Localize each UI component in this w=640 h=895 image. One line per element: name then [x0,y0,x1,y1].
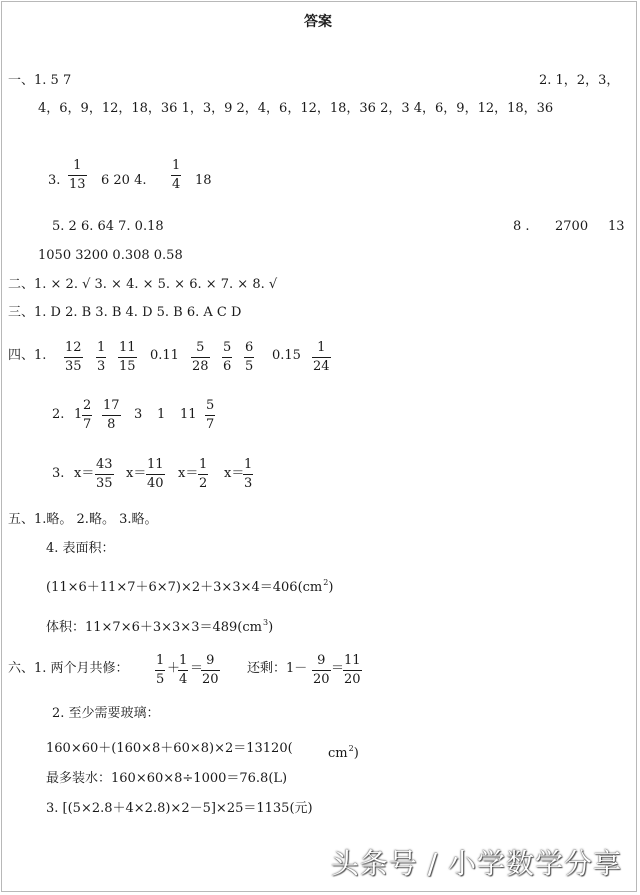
s6-remain-label: 还剩：1－ [247,661,308,676]
fraction-bar [205,415,215,416]
s4-x1-fraction [95,457,114,491]
denominator: 5 [245,359,254,374]
s4-x1-label: x＝ [74,466,95,481]
numerator: 43 [96,457,113,472]
s4-fraction-6-5 [244,340,254,374]
s4-mixed-fraction-2-7 [82,398,92,432]
s4-value-0-15: 0.15 [272,348,301,363]
s4-fraction-5-7 [205,398,215,432]
denominator: 3 [244,476,253,491]
s1-q5-7: 5. 2 6. 64 7. 0.18 [52,219,164,234]
s6-equals-2: ＝ [331,661,345,676]
s4-x2-fraction [146,457,165,491]
fraction-bar [68,175,87,176]
s4-fraction-11-15 [118,340,137,374]
fraction-bar [178,670,188,671]
s4-label-1: 四、1. [8,348,47,363]
numerator: 9 [206,653,215,668]
s4-value-0-11: 0.11 [150,348,179,363]
watermark: 头条号 / 小学数学分享 [330,847,622,880]
formula-close: ) [353,746,359,761]
s4-fraction-17-8 [102,398,121,432]
s3-line: 三、1. D 2. B 3. B 4. D 5. B 6. A C D [8,305,242,320]
numerator: 1 [172,158,181,173]
s4-x2-label: x＝ [126,466,147,481]
numerator: 11 [344,653,361,668]
s6-formula-3: 160×60＋(160×8＋60×8)×2＝13120( [46,741,293,756]
fraction-bar [171,175,181,176]
fraction-bar [146,474,165,475]
denominator: 20 [344,672,361,687]
denominator: 5 [156,672,165,687]
unit: cm [328,746,348,761]
s6-formula-3-unit [328,741,359,762]
s1-line2: 4，6，9，12，18，36 1，3，9 2，4，6，12，18，36 2，3 4，6，9，12，18，36 [38,101,554,116]
denominator: 35 [65,359,82,374]
page-border [1,1,637,892]
fraction-bar [96,357,106,358]
s1-q8-line2: 1050 3200 0.308 0.58 [38,248,183,263]
s1-q3-end: 18 [195,173,212,188]
denominator: 24 [313,359,330,374]
fraction-bar [82,415,92,416]
exponent: 3 [262,618,269,627]
formula-close: ) [268,620,274,635]
exponent: 2 [348,744,354,753]
denominator: 20 [313,672,330,687]
fraction-bar [64,357,83,358]
s4-fraction-5-6 [222,340,232,374]
fraction-bar [343,670,362,671]
numerator: 11 [119,340,136,355]
numerator: 1 [73,158,82,173]
fraction-bar [118,357,137,358]
numerator: 5 [196,340,205,355]
s4-x3-fraction [198,457,208,491]
denominator: 4 [179,672,188,687]
s6-label-1: 六、1. 两个月共修： [8,661,129,676]
numerator: 11 [147,457,164,472]
numerator: 1 [199,457,208,472]
denominator: 8 [107,417,116,432]
s6-fraction-1-4 [178,653,188,687]
s1-line1-left: 一、1. 5 7 [8,73,72,88]
denominator: 20 [202,672,219,687]
s2-line: 二、1. × 2. √ 3. × 4. × 5. × 6. × 7. × 8. √ [8,277,278,292]
s1-line1-right: 2. 1，2，3， [539,73,620,88]
numerator: 1 [156,653,165,668]
denominator: 35 [96,476,113,491]
fraction-bar [243,474,253,475]
s6-formula-5: 3. [(5×2.8＋4×2.8)×2－5]×25＝1135(元) [46,801,313,816]
s4-fraction-1-24 [312,340,331,374]
page-title: 答案 [304,14,332,30]
denominator: 3 [97,359,106,374]
numerator: 5 [223,340,232,355]
numerator: 6 [245,340,254,355]
numerator: 1 [97,340,106,355]
numerator: 1 [244,457,253,472]
s4-value-1: 1 [157,407,166,422]
denominator: 7 [206,417,215,432]
s1-q3-fraction-2 [171,158,181,192]
denominator: 15 [119,359,136,374]
numerator: 9 [317,653,326,668]
fraction-bar [102,415,121,416]
formula-close: ) [328,580,334,595]
fraction-bar [312,670,331,671]
s4-value-3: 3 [134,407,143,422]
numerator: 5 [206,398,215,413]
numerator: 12 [65,340,82,355]
denominator: 7 [83,417,92,432]
numerator: 1 [317,340,326,355]
s4-label-3: 3. [52,466,65,481]
numerator: 2 [83,398,92,413]
s1-q8-label: 8 . [513,219,530,234]
s4-mixed-whole: 1 [74,407,83,422]
s4-fraction-1-3 [96,340,106,374]
denominator: 40 [147,476,164,491]
fraction-bar [155,670,165,671]
fraction-bar [244,357,254,358]
s6-fraction-1-5 [155,653,165,687]
numerator: 1 [179,653,188,668]
s1-q3-fraction-1 [68,158,87,192]
s4-value-11: 11 [180,407,197,422]
denominator: 4 [172,177,181,192]
s4-label-2: 2. [52,407,65,422]
formula-text: 体积：11×7×6＋3×3×3＝489(cm [46,620,262,635]
s4-x4-label: x＝ [224,466,245,481]
denominator: 6 [223,359,232,374]
s6-fraction-9-20-b [312,653,331,687]
s1-q3-label: 3. [48,173,61,188]
s6-plus: ＋ [167,661,181,676]
s1-q8-a: 2700 [555,219,589,234]
s5-line2: 4. 表面积： [46,541,115,556]
s6-label-2: 2. 至少需要玻璃： [52,706,160,721]
s5-line1: 五、1.略。 2.略。 3.略。 [8,512,158,527]
s4-fraction-5-28 [191,340,210,374]
exponent: 2 [323,578,329,587]
s6-fraction-9-20 [201,653,220,687]
s4-fraction-12-35 [64,340,83,374]
s4-x4-fraction [243,457,253,491]
s6-equals: ＝ [190,661,204,676]
fraction-bar [95,474,114,475]
fraction-bar [191,357,210,358]
s1-q3-mid: 6 20 4. [101,173,147,188]
numerator: 17 [103,398,120,413]
s6-formula-4: 最多装水：160×60×8÷1000＝76.8(L) [46,771,288,786]
fraction-bar [312,357,331,358]
denominator: 28 [192,359,209,374]
denominator: 13 [69,177,86,192]
s5-formula-1 [46,575,333,596]
fraction-bar [198,474,208,475]
s1-q8-b: 13 [608,219,625,234]
formula-text: (11×6＋11×7＋6×7)×2＋3×3×4＝406(cm [46,580,323,595]
denominator: 2 [199,476,208,491]
s4-x3-label: x＝ [178,466,199,481]
s6-fraction-11-20 [343,653,362,687]
s5-formula-2 [46,615,273,636]
fraction-bar [222,357,232,358]
fraction-bar [201,670,220,671]
